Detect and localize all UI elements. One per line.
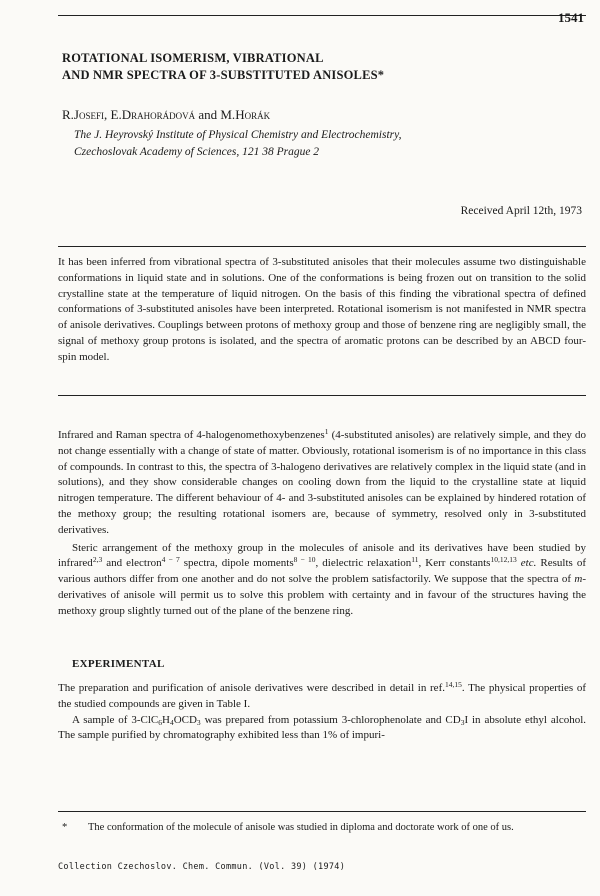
intro-p2-text-c: spectra, dipole moments xyxy=(179,557,294,570)
intro-p1-text-b: (4-substituted anisoles) are relatively simple, and they do not change essentially with a change of state of matter. Obviously, rotational isomerism is of no importance in this class of compounds. In contrast to this, the spectra of 3-halogeno derivatives are relatively complex in the liquid state (and in solutions), and they show considerable changes on cooling down from the liquid to the crystalline state at liquid nitrogen temperature. The different behaviour of 4- and 3-substituted anisoles can be explained by hindered rotation of the methoxy group; the resulting rotational isomers are, because of symmetry, resolved only in 3-substituted derivatives. xyxy=(58,429,586,536)
footnote-rule xyxy=(58,811,586,812)
header-rule xyxy=(58,15,586,16)
subscript: 3 xyxy=(460,717,465,727)
experimental-paragraph-1 xyxy=(58,681,586,713)
author-separator-1: , xyxy=(104,107,111,122)
intro-p2-text-m: m xyxy=(574,573,583,586)
running-footer: Collection Czechoslov. Chem. Commun. (Vol. 39) (1974) xyxy=(58,862,346,872)
abstract: It has been inferred from vibrational spectra of 3-substituted anisoles that their molecules assume two distinguishable conformations in liquid state and in solutions. One of the conformations is being frozen out on transition to the solid crystalline state at the temperature of liquid nitrogen. On the basis of this finding the vibrational spectra of defined conformations of 3-substituted anisoles have been interpreted. Rotational isomerism is not manifested in NMR spectra of anisole derivatives. Couplings between protons of methoxy group and those of benzene ring are negligibly small, the signal of methoxy group protons is isolated, and the spectra of aromatic protons can be described by an ABCD four-spin model. xyxy=(58,256,586,363)
author-2-initial: E. xyxy=(110,107,122,122)
exp-p2-text-a: A sample of 3-ClC xyxy=(72,713,159,726)
intro-p2-text-etc: etc. xyxy=(516,557,537,570)
intro-p2-text-e: , Kerr constants xyxy=(418,557,491,570)
citation-ref: 8 − 10 xyxy=(293,555,316,565)
subscript: 6 xyxy=(158,717,162,727)
title-line-1: ROTATIONAL ISOMERISM, VIBRATIONAL xyxy=(62,51,324,65)
intro-paragraph-1 xyxy=(58,428,586,539)
intro-p2-text-i: -derivatives of anisole will permit us to solve this problem with certainty and in favour of the structures having the methoxy group slightly turned out of the plane of the benzene ring. xyxy=(58,573,586,617)
intro-p2-text-a: Steric arrangement of the methoxy group in the molecules of anisole and its derivatives have been studied by infrared xyxy=(58,541,586,570)
exp-p2-text-b: H xyxy=(161,713,170,726)
page-number: 1541 xyxy=(558,10,584,25)
footnote-mark: * xyxy=(62,822,68,833)
exp-p2-text-d: was prepared from potassium 3-chlorophenolate and CD xyxy=(200,713,461,726)
abstract-top-rule xyxy=(58,246,586,247)
intro-p1-text-a: Infrared and Raman spectra of 4-halogenomethoxybenzenes xyxy=(58,429,325,441)
author-1-initial: R. xyxy=(62,107,74,122)
intro-p2-text-d: , dielectric relaxation xyxy=(315,557,412,570)
author-3-initial: M. xyxy=(220,107,236,122)
footnote xyxy=(58,820,586,835)
article-title xyxy=(62,50,582,84)
affiliation-line-1: The J. Heyrovský Institute of Physical Chemistry and Electrochemistry, xyxy=(74,129,402,141)
author-1-name: Josefi xyxy=(73,107,104,122)
experimental-section xyxy=(58,681,586,744)
author-list xyxy=(62,107,270,123)
intro-paragraph-2 xyxy=(58,541,586,620)
intro-p2-text-g: Results of various authors differ from one another and do not solve the problem satisfactorily. We suppose that the spectra of xyxy=(58,557,587,586)
author-3-name: Horák xyxy=(235,107,271,122)
author-2-name: Drahorádová xyxy=(121,107,196,122)
citation-ref: 14,15 xyxy=(444,680,462,689)
intro-p2-text-b: and electron xyxy=(102,557,162,570)
affiliation xyxy=(74,127,574,161)
affiliation-line-2: Czechoslovak Academy of Sciences, 121 38 Prague 2 xyxy=(74,146,320,158)
exp-p1-text-a: The preparation and purification of anisole derivatives were described in detail in ref. xyxy=(58,682,445,694)
citation-ref: 11 xyxy=(411,555,419,565)
exp-p2-text-e: I in absolute ethyl alcohol. The sample purified by chromatography exhibited less than 1% of impuri- xyxy=(58,713,587,742)
section-heading-experimental: EXPERIMENTAL xyxy=(72,658,165,670)
citation-ref: 2,3 xyxy=(92,555,103,565)
footnote-text: The conformation of the molecule of anisole was studied in diploma and doctorate work of one of us. xyxy=(88,822,514,833)
exp-p2-text-c: OCD xyxy=(173,713,197,726)
experimental-paragraph-2 xyxy=(58,713,586,745)
exp-p1-text-b: . The physical properties of the studied compounds are given in Table I. xyxy=(58,682,586,710)
citation-ref: 4 − 7 xyxy=(161,555,180,565)
subscript: 4 xyxy=(169,717,174,727)
title-line-2: AND NMR SPECTRA OF 3-SUBSTITUTED ANISOLES* xyxy=(62,68,385,82)
citation-ref: 1 xyxy=(324,427,329,436)
author-separator-2: and xyxy=(195,107,221,122)
introduction xyxy=(58,428,586,620)
abstract-bottom-rule xyxy=(58,395,586,396)
citation-ref: 10,12,13 xyxy=(490,555,517,565)
received-date: Received April 12th, 1973 xyxy=(460,205,582,217)
subscript: 3 xyxy=(196,717,201,727)
